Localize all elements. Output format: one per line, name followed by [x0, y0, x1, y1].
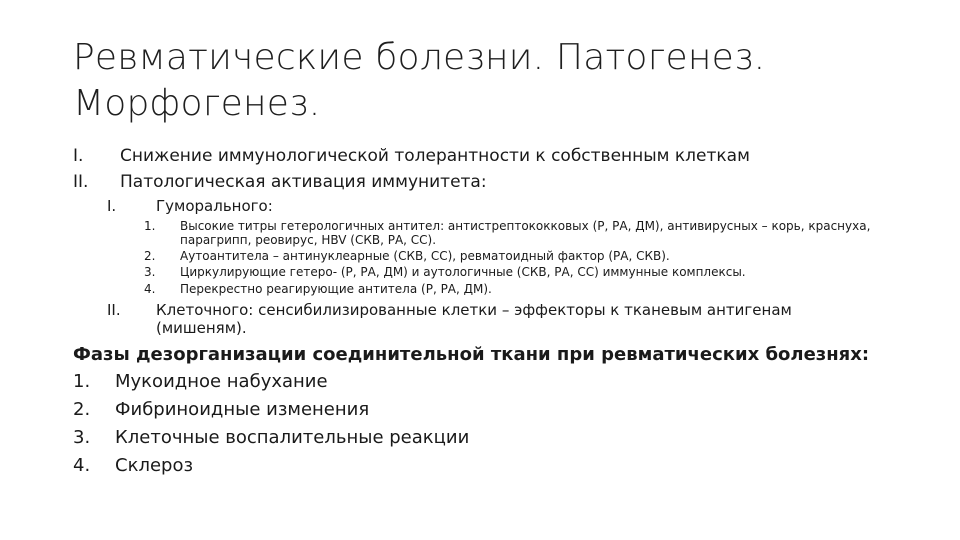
sub-item [107, 301, 846, 337]
humoral-item [144, 265, 880, 279]
sub-item-text: Гуморального: [156, 197, 273, 215]
slide-title: Ревматические болезни. Патогенез. Морфогенез. [73, 37, 766, 124]
sub-item-text: Клеточного: сенсибилизированные клетки – эффекторы к тканевым антигенам (мишеням). [156, 301, 792, 337]
humoral-item-number: 4. [144, 282, 156, 296]
humoral-item-text: Перекрестно реагирующие антитела (Р, РА, ДМ). [180, 282, 492, 296]
humoral-item [144, 282, 880, 296]
humoral-item-number: 3. [144, 265, 156, 279]
phase-text: Фибриноидные изменения [115, 399, 370, 420]
phase-item [73, 426, 469, 450]
main-item-number: II. [73, 172, 89, 192]
humoral-item-text: Циркулирующие гетеро- (Р, РА, ДМ) и аутологичные (СКВ, РА, СС) иммунные комплексы. [180, 265, 746, 279]
phase-number: 3. [73, 427, 91, 448]
phase-item [73, 454, 193, 478]
phase-text: Склероз [115, 455, 194, 476]
main-item-text: Снижение иммунологической толерантности к собственным клеткам [120, 146, 750, 166]
phase-number: 4. [73, 455, 91, 476]
phase-number: 1. [73, 371, 91, 392]
humoral-item-number: 1. [144, 219, 156, 233]
sub-item-number: I. [107, 197, 117, 215]
humoral-item [144, 219, 880, 247]
main-item [73, 146, 750, 166]
main-item-number: I. [73, 146, 84, 166]
sub-item-number: II. [107, 301, 121, 319]
main-item-text: Патологическая активация иммунитета: [120, 172, 487, 192]
phase-text: Клеточные воспалительные реакции [115, 427, 470, 448]
humoral-item-text: Высокие титры гетерологичных антител: антистрептококковых (Р, РА, ДМ), антивирусных – корь, краснуха, парагрипп, реовирус, HBV (СКВ, РА, СС). [180, 219, 871, 247]
sub-item [107, 197, 273, 215]
main-item [73, 172, 487, 192]
phase-item [73, 370, 328, 394]
phases-heading: Фазы дезорганизации соединительной ткани при ревматических болезнях: [73, 344, 870, 365]
phase-item [73, 398, 369, 422]
humoral-item-text: Аутоантитела – антинуклеарные (СКВ, СС), ревматоидный фактор (РА, СКВ). [180, 249, 670, 263]
phase-number: 2. [73, 399, 91, 420]
humoral-item [144, 249, 880, 263]
humoral-item-number: 2. [144, 249, 156, 263]
phase-text: Мукоидное набухание [115, 371, 328, 392]
